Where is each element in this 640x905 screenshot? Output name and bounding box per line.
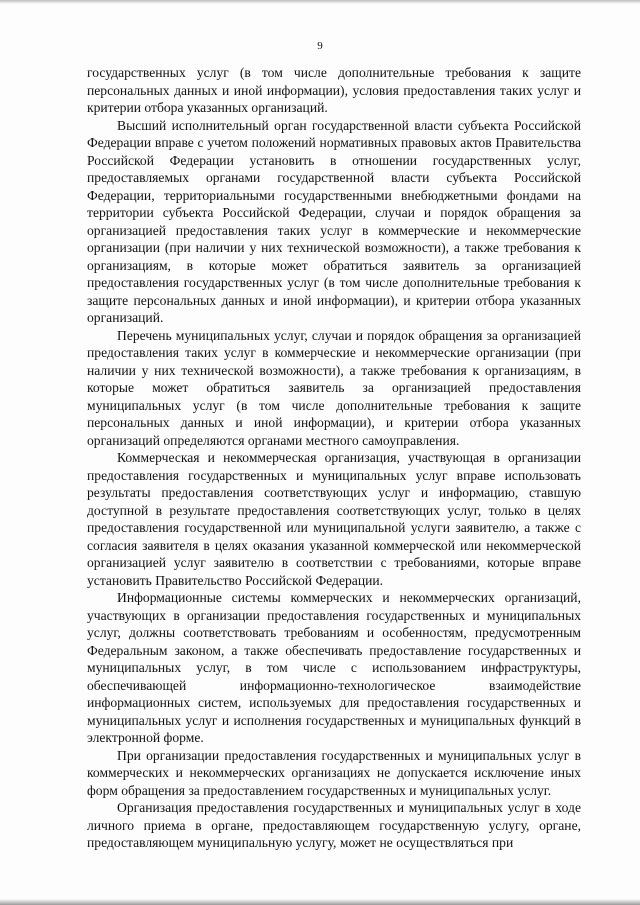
document-body <box>87 64 581 852</box>
paragraph-information-systems: Информационные системы коммерческих и некоммерческих организаций, участвующих в организации предоставления государственных и муниципальных услуг, должны соответствовать требованиям и особенностям, предусмотренным Федеральным законом, а также обеспечивать предоставление государственных и муниципальных услуг, в том числе с использованием инфраструктуры, обеспечивающей информационно-технологическое взаимодействие информационных систем, используемых для предоставления государственных и муниципальных услуг и исполнения государственных и муниципальных функций в электронной форме. <box>87 590 581 745</box>
paragraph-organization-results: Коммерческая и некоммерческая организация, участвующая в организации предоставления государственных и муниципальных услуг вправе использовать результаты предоставления соответствующих услуг и информацию, ставшую доступной в результате предоставления соответствующих услуг, только в целях предоставления государственной или муниципальной услуги заявителю, а также с согласия заявителя в целях оказания указанной коммерческой или некоммерческой организацией услуг заявителю в соответствии с требованиями, которые вправе установить Правительство Российской Федерации. <box>87 450 581 588</box>
paragraph-continued: государственных услуг (в том числе дополнительные требования к защите персональных данных и иной информации), условия предоставления таких услуг и критерии отбора указанных организаций. <box>87 65 581 115</box>
paragraph-personal-reception: Организация предоставления государственных и муниципальных услуг в ходе личного приема в органе, предоставляющем государственную услугу, органе, предоставляющем муниципальную услугу, может не осуществляться при <box>87 800 581 850</box>
paragraph-regional-authority: Высший исполнительный орган государственной власти субъекта Российской Федерации вправе с учетом положений нормативных правовых актов Правительства Российской Федерации установить в отношении государственных услуг, предоставляемых органами государственной власти субъекта Российской Федерации, территориальными государственными внебюджетными фондами на территории субъекта Российской Федерации, случаи и порядок обращения за организацией предоставления таких услуг в коммерческие и некоммерческие организации (при наличии у них технической возможности), а также требования к организациям, в которые может обратиться заявитель за организацией предоставления государственных услуг (в том числе дополнительные требования к защите персональных данных и иной информации), и критерии отбора указанных организаций. <box>87 117 581 325</box>
page-number: 9 <box>317 40 323 52</box>
scan-edge-top <box>0 0 640 4</box>
paragraph-municipal-services: Перечень муниципальных услуг, случаи и порядок обращения за организацией предоставления таких услуг в коммерческие и некоммерческие организации (при наличии у них технической возможности), а также требования к организациям, в которые может обратиться заявитель за организацией предоставления муниципальных услуг (в том числе дополнительные требования к защите персональных данных и иной информации), и критерии отбора указанных организаций определяются органами местного самоуправления. <box>87 327 581 448</box>
scan-edge-bottom <box>0 899 640 905</box>
paragraph-other-forms: При организации предоставления государственных и муниципальных услуг в коммерческих и некоммерческих организациях не допускается исключение иных форм обращения за предоставлением государственных и муниципальных услуг. <box>87 747 581 798</box>
